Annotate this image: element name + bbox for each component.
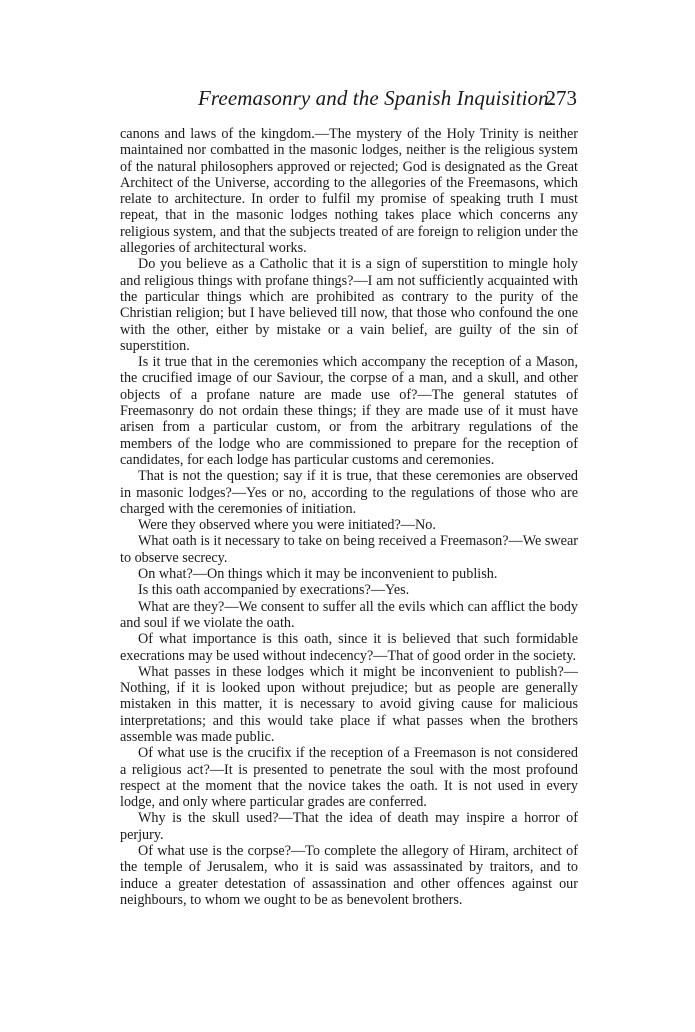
paragraph: On what?—On things which it may be inconvenient to publish. <box>138 566 498 583</box>
running-title: Freemasonry and the Spanish Inquisition. <box>198 86 555 110</box>
paragraph: Why is the skull used?—That the idea of death may inspire a horror of perjury. <box>120 810 578 843</box>
body-text <box>120 126 578 908</box>
paragraph: What oath is it necessary to take on being received a Freemason?—We swear to observe secrecy. <box>120 533 578 566</box>
paragraph: Were they observed where you were initiated?—No. <box>138 517 436 534</box>
paragraph: Is it true that in the ceremonies which accompany the reception of a Mason, the crucified image of our Saviour, the corpse of a man, and a skull, and other objects of a profane nature are made use of?—The general statutes of Freemasonry do not ordain these things; if they are made use of it must have arisen from a particular custom, or from the arbitrary regulations of the members of the lodge who are commissioned to prepare for the reception of candidates, for each lodge has particular customs and ceremonies. <box>120 354 578 468</box>
page-number: 273 <box>545 86 577 110</box>
paragraph: What are they?—We consent to suffer all the evils which can afflict the body and soul if we violate the oath. <box>120 598 578 631</box>
paragraph: Do you believe as a Catholic that it is a sign of superstition to mingle holy and religious things with profane things?—I am not sufficiently acquainted with the particular things which are prohibited as contrary to the purity of the Christian religion; but I have believed till now, that those who confound the one with the other, either by mistake or a vain belief, are guilty of the sin of superstition. <box>120 256 578 354</box>
paragraph: Of what use is the crucifix if the reception of a Freemason is not considered a religious act?—It is presented to penetrate the soul with the most profound respect at the moment that the novice takes the oath. It is not used in every lodge, and only where particular grades are conferred. <box>120 745 578 811</box>
paragraph: Is this oath accompanied by execrations?—Yes. <box>138 582 410 599</box>
paragraph: canons and laws of the kingdom.—The mystery of the Holy Trinity is neither maintained nor combatted in the masonic lodges, neither is the religious system of the natural philosophers approved or rejected; God is designated as the Great Architect of the Universe, according to the allegories of the Freemasons, which relate to architecture. In order to fulfil my promise of speaking truth I must repeat, that in the masonic lodges nothing takes place which concerns any religious system, and that the subjects treated of are foreign to religion under the allegories of architectural works. <box>120 126 578 257</box>
paragraph: Of what use is the corpse?—To complete the allegory of Hiram, architect of the temple of Jerusalem, who it is said was assassinated by traitors, and to induce a greater detestation of assassination and other offences against our neighbours, to whom we ought to be as benevolent brothers. <box>120 843 578 908</box>
paragraph: What passes in these lodges which it might be inconvenient to publish?—Nothing, if it is looked upon without prejudice; but as people are generally mistaken in this matter, it is necessary to avoid giving cause for malicious interpretations; and this would take place if what passes when the brothers assemble was made public. <box>120 663 578 745</box>
paragraph: That is not the question; say if it is true, that these ceremonies are observed in masonic lodges?—Yes or no, according to the regulations of those who are charged with the ceremonies of initiation. <box>120 468 578 517</box>
page-header <box>120 86 577 116</box>
paragraph: Of what importance is this oath, since it is believed that such formidable execrations may be used without indecency?—That of good order in the society. <box>120 631 578 664</box>
